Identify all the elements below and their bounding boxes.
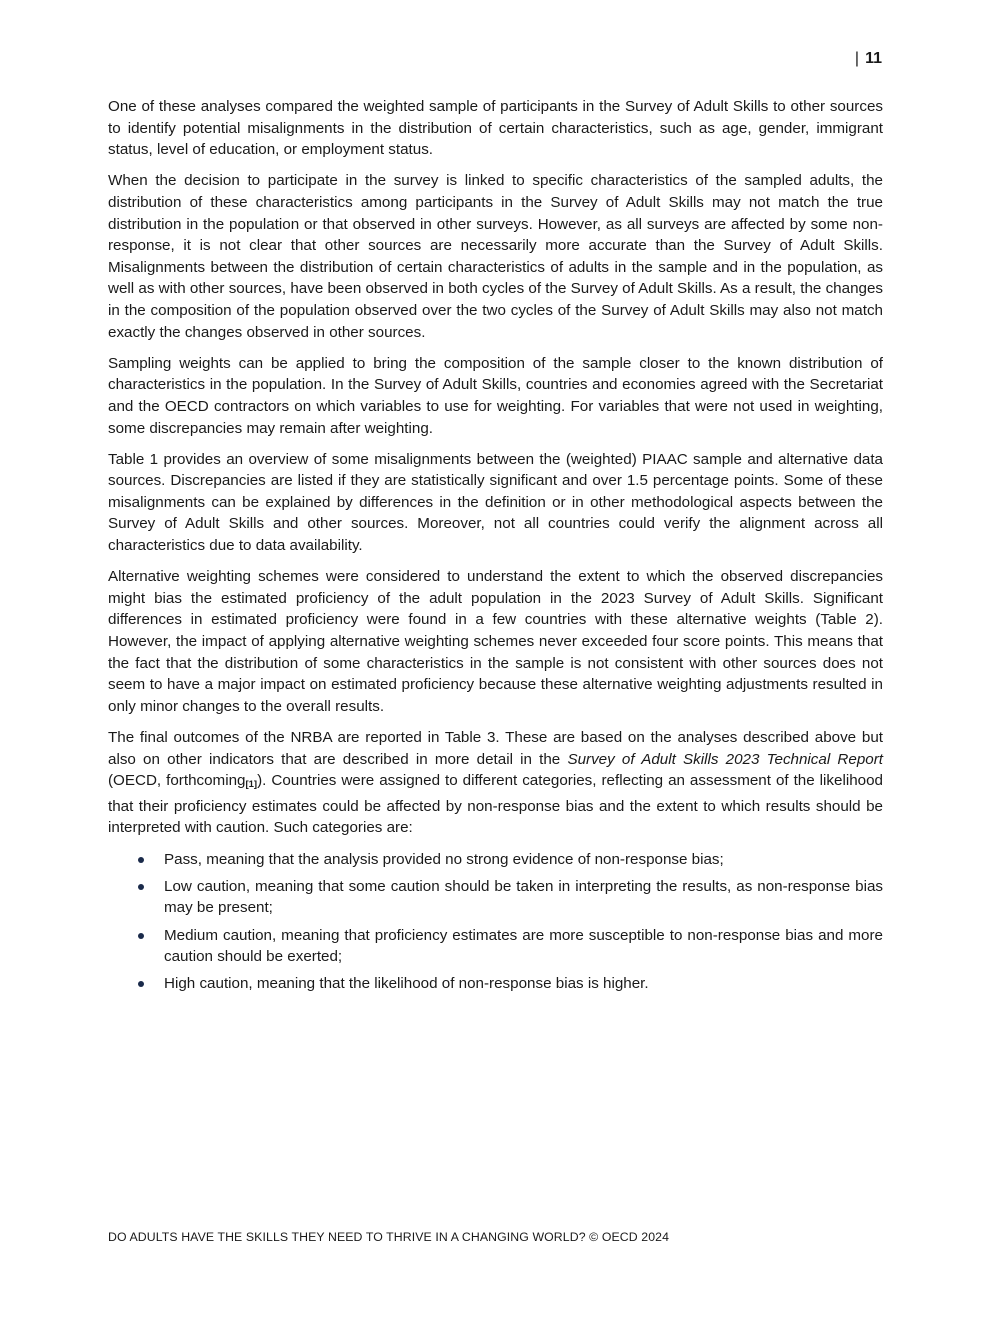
page-number — [855, 49, 882, 69]
bullet-icon — [138, 884, 144, 890]
list-item-text: High caution, meaning that the likelihood of non-response bias is higher. — [164, 975, 649, 993]
paragraph-5: Alternative weighting schemes were considered to understand the extent to which the observed discrepancies might bias the estimated proficiency of the adult population in the 2023 Survey of Adult Skills. Significant differences in estimated proficiency were found in a few countries with these alternative weights (Table 2). However, the impact of applying alternative weighting schemes never exceeded four score points. This means that the fact that the distribution of some characteristics in the sample is not consistent with other sources does not seem to have a major impact on estimated proficiency because these alternative weighting adjustments resulted in only minor changes to the overall results. — [108, 568, 883, 715]
bullet-icon — [138, 981, 144, 987]
bullet-icon — [138, 933, 144, 939]
page-number-value: 11 — [865, 50, 882, 67]
paragraph-6-part-1: The final outcomes of the NRBA are reported in Table 3. These are based on the analyses described above but also on other indicators that are described in more detail in the — [108, 729, 883, 768]
bullet-icon — [138, 857, 144, 863]
paragraph-4: Table 1 provides an overview of some misalignments between the (weighted) PIAAC sample and alternative data sources. Discrepancies are listed if they are statistically significant and over 1.5 percentage points. Some of these misalignments can be explained by differences in the definition or in other methodological aspects between the Survey of Adult Skills and other sources. Moreover, not all countries could verify the alignment across all characteristics due to data availability. — [108, 450, 883, 555]
paragraph-6-part-2: (OECD, forthcoming — [108, 772, 246, 790]
body-text — [108, 96, 883, 1001]
list-item-text: Medium caution, meaning that proficiency estimates are more susceptible to non-response bias and more caution should be exerted; — [164, 926, 883, 966]
paragraph-3: Sampling weights can be applied to bring the composition of the sample closer to the known distribution of characteristics in the population. In the Survey of Adult Skills, countries and economies agreed with the Secretariat and the OECD contractors on which variables to use for weighting. For variables that were not used in weighting, some discrepancies may remain after weighting. — [108, 354, 883, 437]
page-number-separator: | — [854, 50, 860, 67]
technical-report-title: Survey of Adult Skills 2023 Technical Report — [567, 750, 883, 768]
reference-link[interactable]: [1] — [245, 779, 258, 791]
list-item-text: Low caution, meaning that some caution should be taken in interpreting the results, as non-response bias may be present; — [164, 877, 883, 917]
list-item — [108, 925, 883, 968]
category-list — [108, 849, 883, 995]
list-item — [108, 973, 883, 995]
paragraph-6 — [108, 727, 883, 839]
list-item — [108, 849, 883, 871]
page-footer: DO ADULTS HAVE THE SKILLS THEY NEED TO THRIVE IN A CHANGING WORLD? © OECD 2024 — [108, 1230, 670, 1244]
paragraph-1: One of these analyses compared the weighted sample of participants in the Survey of Adult Skills to other sources to identify potential misalignments in the distribution of certain characteristics, such as age, gender, immigrant status, level of education, or employment status. — [108, 98, 883, 159]
list-item-text: Pass, meaning that the analysis provided no strong evidence of non-response bias; — [164, 850, 724, 868]
paragraph-2: When the decision to participate in the survey is linked to specific characteristics of the sampled adults, the distribution of these characteristics among participants in the Survey of Adult Skills may not match the true distribution in the population or that observed in other surveys. However, as all surveys are affected by some non-response, it is not clear that other sources are necessarily more accurate than the Survey of Adult Skills. Misalignments between the distribution of certain characteristics of adults in the sample and in the population, as well as with other sources, have been observed in both cycles of the Survey of Adult Skills. As a result, the changes in the composition of the population observed over the two cycles of the Survey of Adult Skills may also not match exactly the changes observed in other sources. — [108, 172, 883, 341]
list-item — [108, 876, 883, 919]
paragraph-6-part-3: ). Countries were assigned to different categories, reflecting an assessment of the likelihood that their proficiency estimates could be affected by non-response bias and the extent to which results should be interpreted with caution. Such categories are: — [108, 772, 883, 837]
